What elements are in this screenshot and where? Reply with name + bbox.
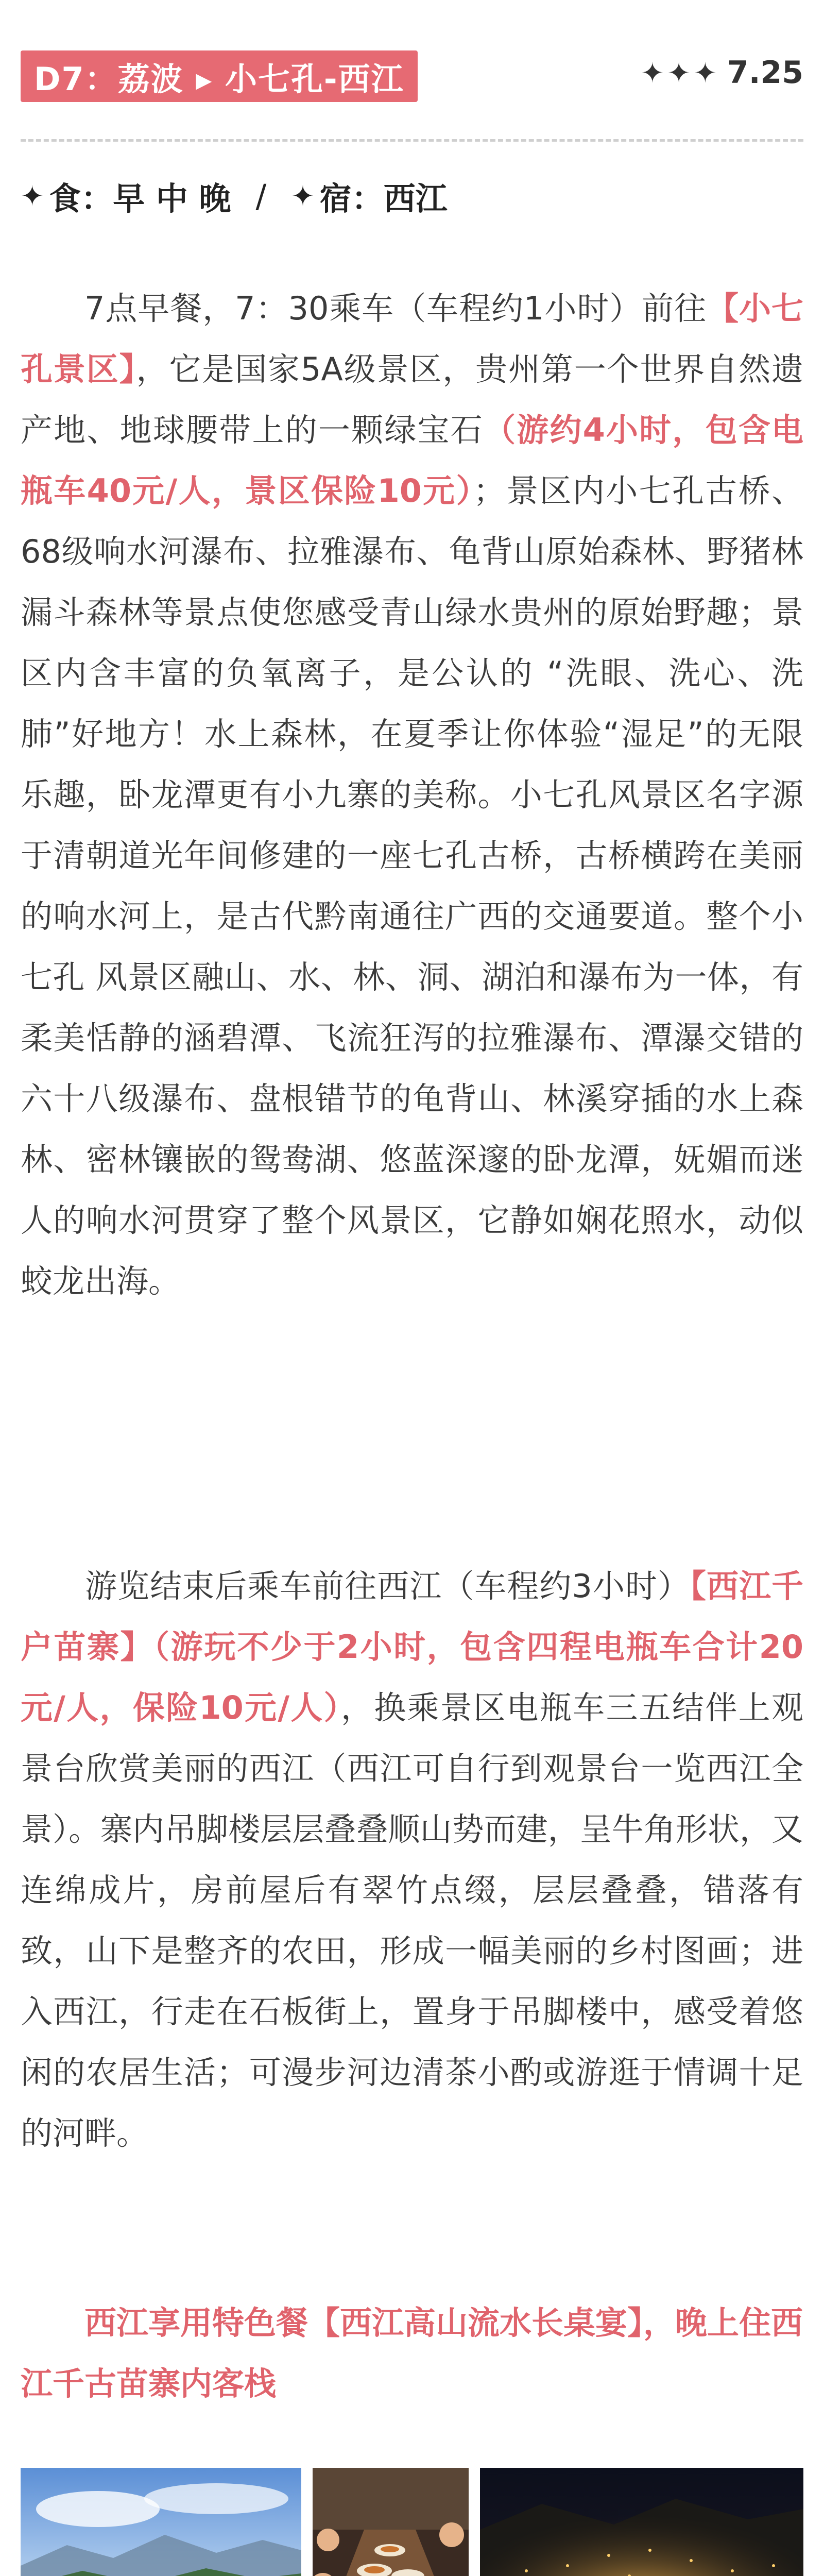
stay-star-icon: ✦ — [291, 179, 315, 212]
date-label: 7.25 — [727, 55, 803, 91]
paragraph-xijiang — [21, 1556, 803, 2164]
p1-body: ；景区内小七孔古桥、68级响水河瀑布、拉雅瀑布、龟背山原始森林、野猪林漏斗森林等景点使您感受青山绿水贵州的原始野趣；景区内含丰富的负氧离子，是公认的 “洗眼、洗心、洗肺”好地方！水上森林，在夏季让你体验“湿足”的无限乐趣，卧龙潭更有小九寨的美称。小七孔风景区名字源于清朝道光年间修建的一座七孔古桥，古桥横跨在美丽的响水河上，是古代黔南通往广西的交通要道。整个小七孔 风景区融山、水、林、洞、湖泊和瀑布为一体，有柔美恬静的涵碧潭、飞流狂泻的拉雅瀑布、潭瀑交错的六十八级瀑布、盘根错节的龟背山、林溪穿插的水上森林、密林镶嵌的鸳鸯湖、悠蓝深邃的卧龙潭，妩媚而迷人的响水河贯穿了整个风景区，它静如娴花照水，动似蛟龙出海。 — [21, 472, 803, 1300]
xijiang-valley-photo — [21, 2468, 301, 2576]
day-title-badge — [21, 50, 418, 102]
date-block — [641, 55, 803, 91]
meal-label: 食：早 中 晚 — [49, 179, 231, 217]
p1-intro: 7点早餐，7：30乘车（车程约1小时）前往 — [84, 290, 707, 327]
day-header — [21, 45, 803, 107]
meal-separator: / — [255, 177, 267, 215]
paragraph-xiaoqikong — [21, 278, 803, 1312]
long-table-banquet-photo — [313, 2468, 469, 2576]
decorative-stars-icon: ✦✦✦ — [641, 56, 720, 89]
photo-strip — [21, 2468, 803, 2576]
p2-intro: 游览结束后乘车前往西江（车程约3小时） — [84, 1567, 690, 1605]
p2-spot: 【西江千户苗寨】 — [21, 1567, 803, 1666]
p2-body: ，换乘景区电瓶车三五结伴上观景台欣赏美丽的西江（西江可自行到观景台一览西江全景）。寨内吊脚楼层层叠叠顺山势而建，呈牛角形状，又连绵成片，房前屋后有翠竹点缀，层层叠叠，错落有致，山下是整齐的农田，形成一幅美丽的乡村图画；进入西江，行走在石板街上，置身于吊脚楼中，感受着悠闲的农居生活；可漫步河边清茶小酌或游逛于情调十足的河畔。 — [21, 1689, 803, 2152]
dinner-note — [21, 2293, 803, 2414]
meal-star-icon: ✦ — [21, 179, 44, 212]
p1-note: （游约4小时，包含电瓶车40元/人，景区保险10元） — [21, 411, 803, 510]
p1-spot: 【小七孔景区】 — [21, 290, 803, 388]
stay-label: 宿：西江 — [319, 179, 448, 217]
xijiang-night-view-photo — [480, 2468, 803, 2576]
p2-note: （游玩不少于2小时，包含四程电瓶车合计20元/人，保险10元/人） — [21, 1628, 803, 1726]
meals-and-stay — [21, 170, 448, 222]
dashed-divider — [21, 139, 803, 142]
dinner-text: 西江享用特色餐【西江高山流水长桌宴】，晚上住西江千古苗寨内客栈 — [21, 2304, 803, 2402]
p1-mid: ，它是国家5A级景区，贵州第一个世界自然遗产地、地球腰带上的一颗绿宝石 — [21, 350, 803, 449]
day-title: D7：荔波 ▸ 小七孔-西江 — [34, 60, 404, 98]
